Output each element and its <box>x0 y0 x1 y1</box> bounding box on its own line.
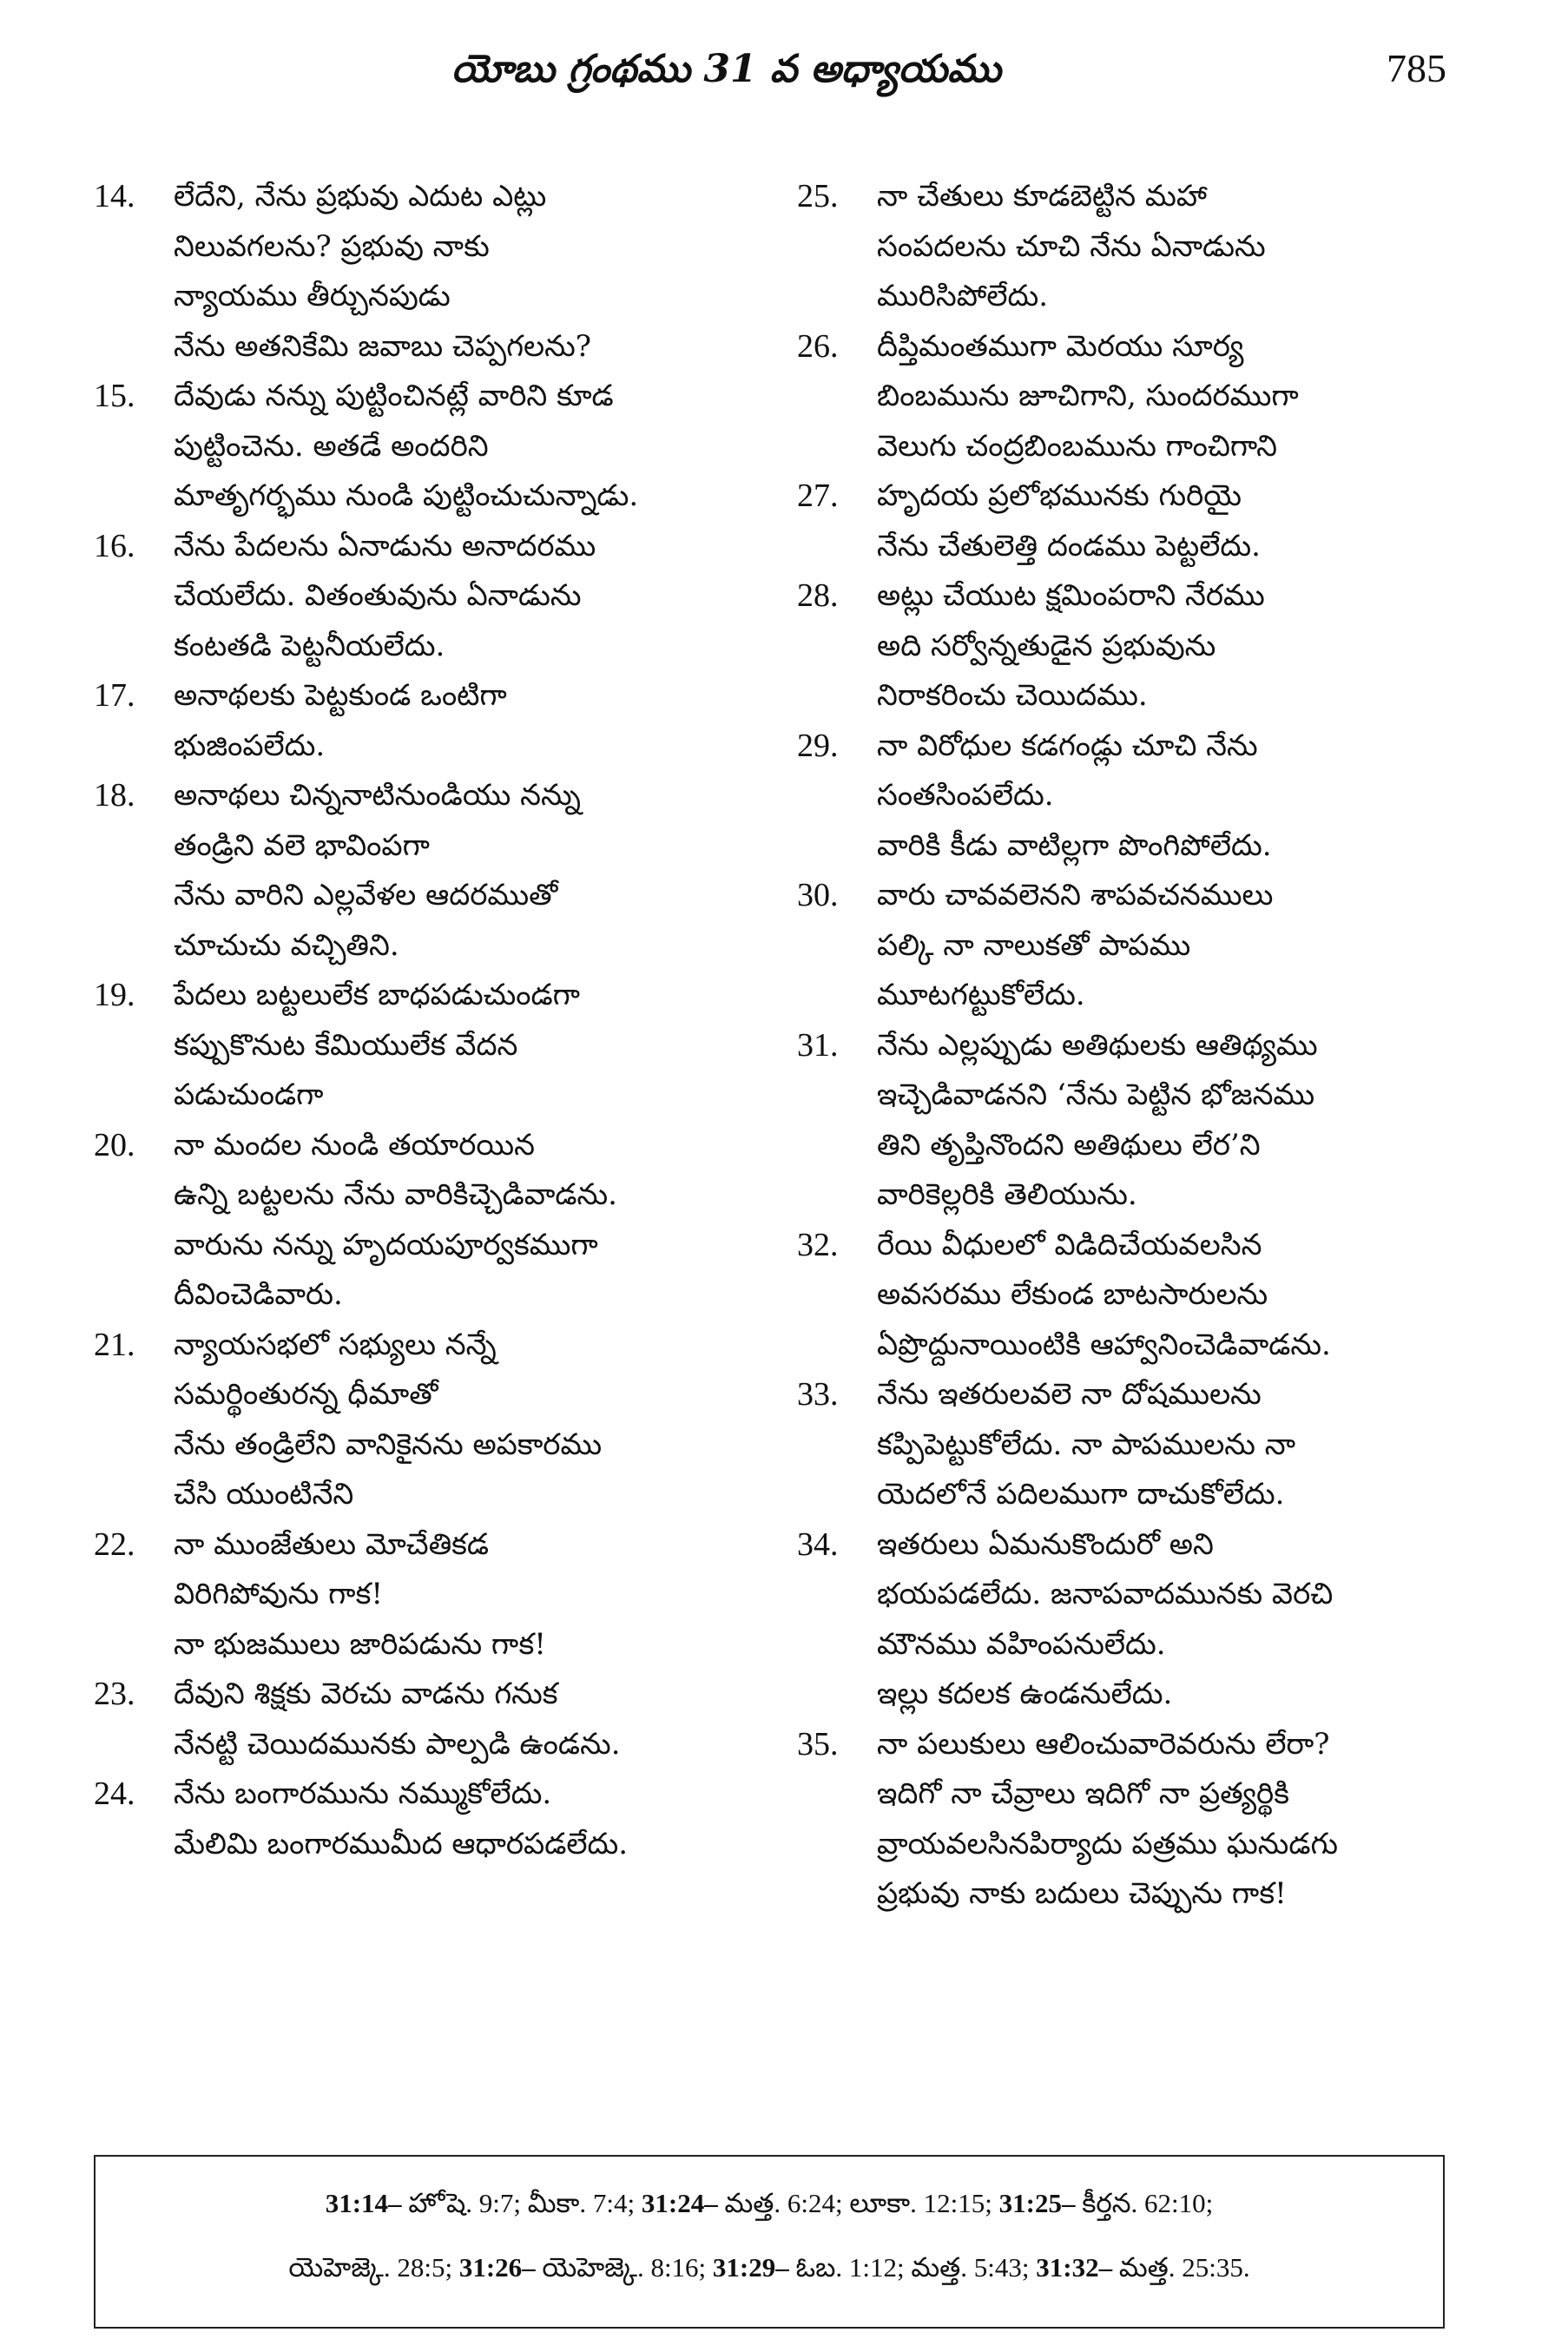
verse <box>94 771 771 971</box>
verse-number: 15. <box>94 378 135 414</box>
verse-line: నా మందల నుండి తయారయిన <box>174 1127 535 1163</box>
verse <box>94 1520 771 1670</box>
verse-text <box>174 671 771 771</box>
verse <box>94 172 771 372</box>
verse-number: 21. <box>94 1326 135 1363</box>
verse <box>797 172 1492 322</box>
verse-line: దీవించెడివారు. <box>174 1277 343 1312</box>
verse-line: దేవుని శిక్షకు వెరచు వాడను గనుక <box>174 1677 558 1711</box>
verse-line: నా పలుకులు ఆలించువారెవరును లేరా? <box>877 1726 1330 1762</box>
verse <box>94 522 771 672</box>
verse-line: ఇతరులు ఏమనుకొందురో అని <box>877 1526 1214 1562</box>
verse-line: చూచుచు వచ్చితిని. <box>174 927 399 963</box>
verse <box>94 372 771 522</box>
verse-line: ప్రభువు నాకు బదులు చెప్పును గాక! <box>877 1876 1287 1911</box>
verse-line: అవసరము లేకుండ బాటసారులను <box>877 1277 1268 1312</box>
reference-citations: ఓబ. 1:12; మత్త. 5:43; <box>788 2252 1037 2283</box>
verse-line: ఏప్రొద్దునాయింటికి ఆహ్వానించెడివాడను. <box>877 1327 1331 1362</box>
verse-line: నా ముంజేతులు మోచేతికడ <box>174 1526 490 1562</box>
verse-line: నేను తండ్రిలేని వానికైనను అపకారము <box>174 1426 603 1462</box>
verse <box>797 1370 1492 1520</box>
verse-number: 30. <box>797 877 839 913</box>
verse <box>797 1720 1492 1920</box>
verse-number: 32. <box>797 1226 839 1263</box>
verse-line: పేదలు బట్టలులేక బాధపడుచుండగా <box>174 978 581 1012</box>
verse-line: మౌనము వహింపనులేదు. <box>877 1626 1166 1662</box>
verse-line: వారికి కీడు వాటిల్లగా పొంగిపోలేదు. <box>877 827 1272 863</box>
verse-line: మేలిమి బంగారముమీద ఆధారపడలేదు. <box>174 1826 629 1861</box>
verse-line: నేను చేతులెత్తి దండము పెట్టలేదు. <box>877 528 1261 563</box>
reference-citations: యెహెజ్కె. 8:16; <box>535 2252 713 2283</box>
reference-citations: మత్త. 6:24; లూకా. 12:15; <box>717 2188 999 2218</box>
verse-line: నేనట్టి చెయిదమునకు పాల్పడి ఉండను. <box>174 1726 621 1762</box>
verse-number: 33. <box>797 1376 839 1413</box>
verse-line: నేను బంగారమును నమ్ముకోలేదు. <box>174 1776 552 1811</box>
cross-reference-box <box>94 2155 1445 2329</box>
verse-line: నేను ఎల్లప్పుడు అతిథులకు ఆతిథ్యము <box>877 1027 1318 1063</box>
verse <box>797 571 1492 721</box>
verse <box>797 1221 1492 1371</box>
verse-line: పడుచుండగా <box>174 1077 324 1112</box>
left-column <box>94 172 771 1869</box>
reference-citations: హోషె. 9:7; మీకా. 7:4; <box>401 2188 642 2218</box>
verse-line: నా భుజములు జారిపడును గాక! <box>174 1626 546 1662</box>
verse-text <box>877 471 1492 571</box>
verse-line: దేవుడు నన్ను పుట్టించినట్లే వారిని కూడ <box>174 379 614 413</box>
verse-number: 27. <box>797 478 839 514</box>
verse-line: మాతృగర్భము నుండి పుట్టించుచున్నాడు. <box>174 478 639 513</box>
verse-line: బింబమును జూచిగాని, సుందరముగా <box>877 379 1299 413</box>
reference-verse: 31:14– <box>325 2188 402 2218</box>
verse <box>94 1670 771 1769</box>
verse-line: విరిగిపోవును గాక! <box>174 1577 384 1611</box>
verse-line: న్యాయసభలో సభ్యులు నన్నే <box>174 1327 497 1362</box>
verse-line: కంటతడి పెట్టనీయలేదు. <box>174 628 445 663</box>
verse-text <box>174 1670 771 1769</box>
verse-line: ఇదిగో నా చేవ్రాలు ఇదిగో నా ప్రత్యర్థికి <box>877 1776 1289 1811</box>
verse-line: తిని తృప్తినొందని అతిథులు లేర’ని <box>877 1127 1261 1163</box>
verse-line: వారు చావవలెనని శాపవచనములు <box>877 878 1274 912</box>
verse-text <box>877 322 1492 472</box>
verse-line: ఉన్ని బట్టలను నేను వారికిచ్చెడివాడను. <box>174 1177 617 1212</box>
verse-text <box>174 1769 771 1869</box>
running-title: యోబు గ్రంథము 31 వ అధ్యాయము <box>451 47 1001 91</box>
verse <box>94 1769 771 1869</box>
verse-text <box>877 1370 1492 1520</box>
verse-number: 34. <box>797 1525 839 1563</box>
verse-line: లేదేని, నేను ప్రభువు ఎదుట ఎట్లు <box>174 179 547 214</box>
verse-line: వెలుగు చంద్రబింబమును గాంచిగాని <box>877 428 1277 464</box>
verse <box>797 871 1492 1021</box>
verse-number: 35. <box>797 1725 839 1762</box>
verse-number: 28. <box>797 577 839 614</box>
verse-line: నా విరోధుల కడగండ్లు చూచి నేను <box>877 728 1258 763</box>
verse <box>797 471 1492 571</box>
verse <box>94 971 771 1121</box>
reference-verse: 31:32– <box>1036 2252 1113 2283</box>
verse-line: కప్పిపెట్టుకోలేదు. నా పాపములను నా <box>877 1426 1296 1462</box>
verse-text <box>174 1520 771 1670</box>
verse-line: పల్కి నా నాలుకతో పాపము <box>877 927 1191 963</box>
verse-text <box>174 522 771 672</box>
reference-citations: మత్త. 25:35. <box>1112 2252 1250 2283</box>
reference-verse: 31:29– <box>712 2252 789 2283</box>
verse-text <box>174 971 771 1121</box>
verse-number: 31. <box>797 1026 839 1064</box>
reference-verse: 31:25– <box>998 2188 1076 2218</box>
verse-line: వ్రాయవలసినపిర్యాదు పత్రము ఘనుడగు <box>877 1826 1339 1861</box>
verse-line: తండ్రిని వలె భావింపగా <box>174 827 430 863</box>
reference-citations: కీర్తన. 62:10; <box>1075 2188 1214 2218</box>
verse-number: 18. <box>94 777 135 814</box>
verse-line: భయపడలేదు. జనాపవాదమునకు వెరచి <box>877 1577 1334 1611</box>
verse-number: 20. <box>94 1126 135 1163</box>
verse-text <box>877 1021 1492 1221</box>
cross-reference-line <box>96 2188 1443 2225</box>
verse <box>94 1121 771 1321</box>
verse-line: నిరాకరించు చెయిదము. <box>877 678 1148 713</box>
verse <box>94 671 771 771</box>
verse-line: కప్పుకొనుట కేమియులేక వేదన <box>174 1027 518 1063</box>
verse-line: యెదలోనే పదిలముగా దాచుకోలేదు. <box>877 1477 1285 1512</box>
verse-line: పుట్టించెను. అతడే అందరిని <box>174 428 489 464</box>
verse-number: 23. <box>94 1676 135 1712</box>
verse-text <box>174 172 771 372</box>
verse-line: అది సర్వోన్నతుడైన ప్రభువును <box>877 628 1216 663</box>
verse-line: వారును నన్ను హృదయపూర్వకముగా <box>174 1227 598 1262</box>
verse-number: 26. <box>797 327 839 365</box>
cross-reference-line <box>96 2252 1443 2289</box>
verse-line: నేను పేదలను ఏనాడును అనాదరము <box>174 528 596 563</box>
verse-line: అనాథలకు పెట్టకుండ ఒంటిగా <box>174 678 507 713</box>
verse-line: నిలువగలను? ప్రభువు నాకు <box>174 228 490 264</box>
verse-line: భుజింపలేదు. <box>174 728 326 763</box>
verse-text <box>174 372 771 522</box>
verse-line: నా చేతులు కూడబెట్టిన మహా <box>877 179 1208 214</box>
verse-number: 19. <box>94 977 135 1013</box>
verse-number: 17. <box>94 677 135 714</box>
verse-text <box>877 571 1492 721</box>
verse-line: ఇల్లు కదలక ఉండనులేదు. <box>877 1677 1173 1711</box>
verse-line: రేయి వీధులలో విడిదిచేయవలసిన <box>877 1227 1262 1262</box>
verse-line: సంపదలను చూచి నేను ఏనాడును <box>877 228 1266 264</box>
reference-verse: 31:24– <box>641 2188 718 2218</box>
verse <box>797 721 1492 872</box>
verse <box>94 1321 771 1520</box>
verse-number: 24. <box>94 1776 135 1812</box>
verse-line: చేయలేదు. వితంతువును ఏనాడును <box>174 578 582 613</box>
verse <box>797 1021 1492 1221</box>
verse-line: నేను వారిని ఎల్లవేళల ఆదరముతో <box>174 878 558 912</box>
verse-number: 14. <box>94 178 135 214</box>
verse-number: 25. <box>797 178 839 214</box>
reference-verse: 31:26– <box>458 2252 536 2283</box>
verse-line: చేసి యుంటినేని <box>174 1477 354 1512</box>
verse-line: న్యాయము తీర్చునపుడు <box>174 279 451 313</box>
right-column <box>797 172 1492 1920</box>
verse-line: దీప్తిమంతముగా మెరయు సూర్య <box>877 328 1244 364</box>
verse-number: 22. <box>94 1525 135 1563</box>
verse-line: నేను అతనికేమి జవాబు చెప్పగలను? <box>174 328 592 364</box>
verse-text <box>877 1221 1492 1371</box>
page-header <box>0 35 1568 113</box>
verse-line: మురిసిపోలేదు. <box>877 279 1049 313</box>
verse-text <box>877 172 1492 322</box>
verse-line: అట్లు చేయుట క్షమింపరాని నేరము <box>877 578 1265 613</box>
verse-line: సమర్థింతురన్న ధీమాతో <box>174 1377 438 1412</box>
verse-text <box>877 871 1492 1021</box>
verse <box>797 322 1492 472</box>
verse-number: 16. <box>94 527 135 564</box>
verse-line: నేను ఇతరులవలె నా దోషములను <box>877 1377 1262 1412</box>
verse-text <box>877 1720 1492 1920</box>
verse-text <box>877 1520 1492 1720</box>
verse <box>797 1520 1492 1720</box>
verse-line: అనాథలు చిన్ననాటినుండియు నన్ను <box>174 778 581 813</box>
verse-text <box>877 721 1492 872</box>
verse-line: సంతసింపలేదు. <box>877 778 1054 813</box>
verse-text <box>174 1121 771 1321</box>
verse-text <box>174 1321 771 1520</box>
verse-text <box>174 771 771 971</box>
page-number: 785 <box>1387 46 1446 90</box>
verse-line: వారికెల్లరికి తెలియును. <box>877 1177 1137 1212</box>
reference-citations: యెహెజ్కె. 28:5; <box>288 2252 459 2283</box>
verse-line: మూటగట్టుకోలేదు. <box>877 978 1085 1012</box>
verse-line: హృదయ ప్రలోభమునకు గురియై <box>877 478 1242 513</box>
verse-line: ఇచ్చెడివాడనని ‘నేను పెట్టిన భోజనము <box>877 1077 1315 1112</box>
verse-number: 29. <box>797 727 839 764</box>
